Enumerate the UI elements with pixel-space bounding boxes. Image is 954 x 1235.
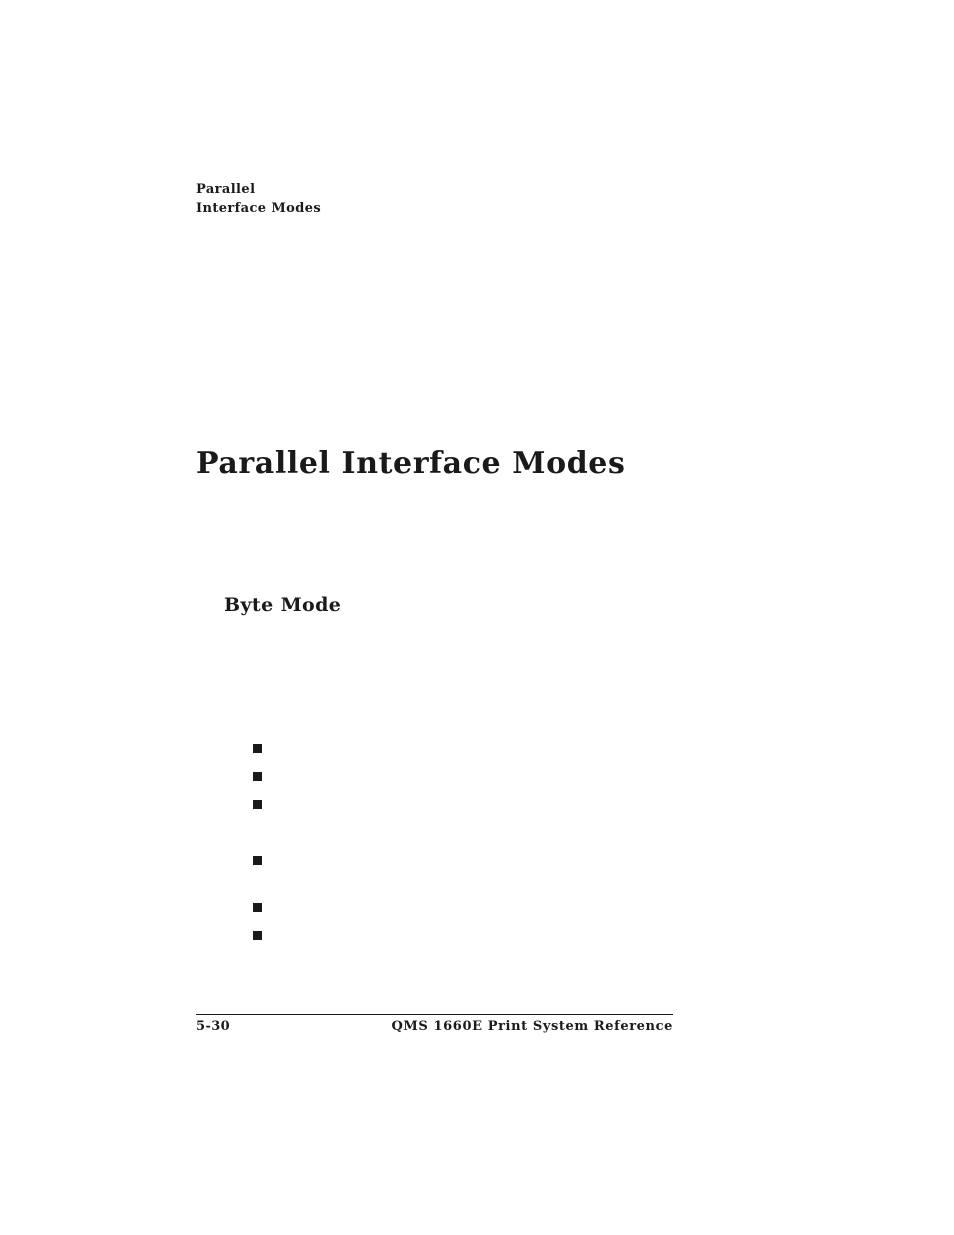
running-head-line-2: Interface Modes (196, 201, 322, 216)
footer-divider (196, 1014, 673, 1015)
bullet-square-icon (253, 931, 262, 940)
running-head-line-1: Parallel (196, 182, 256, 197)
page-title: Parallel Interface Modes (196, 446, 626, 481)
footer-page-number: 5-30 (196, 1019, 231, 1034)
bullet-square-icon (253, 772, 262, 781)
bullet-square-icon (253, 856, 262, 865)
bullet-square-icon (253, 903, 262, 912)
section-heading-byte-mode: Byte Mode (224, 594, 342, 616)
bullet-square-icon (253, 800, 262, 809)
running-head (196, 180, 321, 218)
bullet-square-icon (253, 744, 262, 753)
footer-book-title: QMS 1660E Print System Reference (391, 1019, 673, 1034)
